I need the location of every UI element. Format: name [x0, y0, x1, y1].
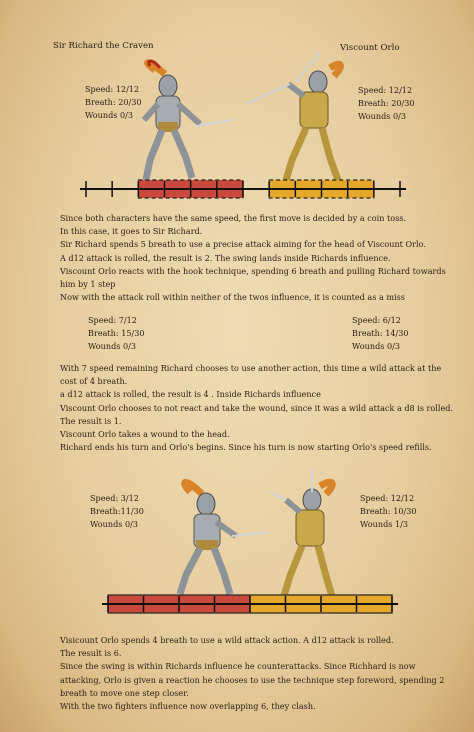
- fighter-right-name: Viscount Orlo: [340, 43, 400, 53]
- narration-line: With the two fighters influence now overlapping 6, they clash.: [60, 700, 316, 711]
- stat-speed: Speed: 12/12: [85, 84, 140, 94]
- narration-line: him by 1 step: [60, 278, 116, 289]
- narration-line: breath to move one step closer.: [60, 687, 189, 698]
- narration-line: Viscount Orlo takes a wound to the head.: [60, 428, 230, 439]
- narration-line: attacking, Orlo is given a reaction he chooses to use the technique step foreword, spending 2: [60, 674, 445, 685]
- narration-line: Since the swing is within Richards influence he counterattacks. Since Richhard is now: [60, 661, 416, 672]
- knight-right-icon: [270, 470, 332, 596]
- narration-line: Sir Richard spends 5 breath to use a precise attack aiming for the head of Viscount Orlo.: [60, 239, 426, 250]
- stat-speed: Speed: 7/12: [88, 315, 137, 325]
- narration-line: Viscount Orlo chooses to not react and take the wound, since it was a wild attack a d8 is rolled.: [60, 402, 454, 413]
- narration-line: The result is 1.: [60, 415, 122, 426]
- stat-speed: Speed: 6/12: [352, 315, 401, 325]
- narration-line: A d12 attack is rolled, the result is 2. The swing lands inside Richards influence.: [60, 252, 391, 263]
- stat-wounds: Wounds 0/3: [85, 110, 134, 121]
- knight-left-icon: [180, 482, 268, 594]
- narration-line: Since both characters have the same speed, the first move is decided by a coin toss.: [60, 213, 407, 223]
- stat-speed: Speed: 12/12: [358, 85, 413, 95]
- stat-breath: Breath: 20/30: [85, 97, 142, 108]
- stat-breath: Breath: 20/30: [358, 98, 415, 109]
- stat-breath: Breath: 15/30: [88, 328, 145, 339]
- stat-wounds: Wounds 1/3: [360, 519, 409, 530]
- narration-3: [60, 634, 444, 713]
- narration-line: Now with the attack roll within neither of the twos influence, it is counted as a miss: [60, 292, 405, 303]
- narration-line: cost of 4 breath.: [60, 376, 128, 387]
- narration-line: With 7 speed remaining Richard chooses to use another action, this time a wild attack at the: [60, 363, 442, 373]
- stat-breath: Breath:11/30: [90, 506, 144, 517]
- narration-line: Visicount Orlo spends 4 breath to use a wild attack action. A d12 attack is rolled.: [60, 635, 394, 645]
- narration-line: In this case, it goes to Sir Richard.: [60, 226, 203, 237]
- stat-wounds: Wounds 0/3: [90, 519, 139, 530]
- narration-line: Viscount Orlo reacts with the hook technique, spending 6 breath and pulling Richard towards: [60, 265, 446, 276]
- scene3-track: [100, 590, 400, 618]
- fighter-left-name: Sir Richard the Craven: [53, 41, 154, 51]
- narration-line: Richard ends his turn and Orlo's begins. Since his turn is now starting Orlo's speed refills.: [60, 442, 432, 453]
- stat-breath: Breath: 14/30: [352, 328, 409, 339]
- stat-speed: Speed: 3/12: [90, 493, 139, 503]
- stat-wounds: Wounds 0/3: [352, 341, 401, 352]
- narration-line: The result is 6.: [60, 648, 122, 659]
- stat-speed: Speed: 12/12: [360, 493, 415, 503]
- stat-breath: Breath: 10/30: [360, 506, 417, 517]
- narration-line: a d12 attack is rolled, the result is 4 . Inside Richards influence: [60, 389, 321, 400]
- stat-wounds: Wounds 0/3: [358, 111, 407, 122]
- stat-wounds: Wounds 0/3: [88, 341, 137, 352]
